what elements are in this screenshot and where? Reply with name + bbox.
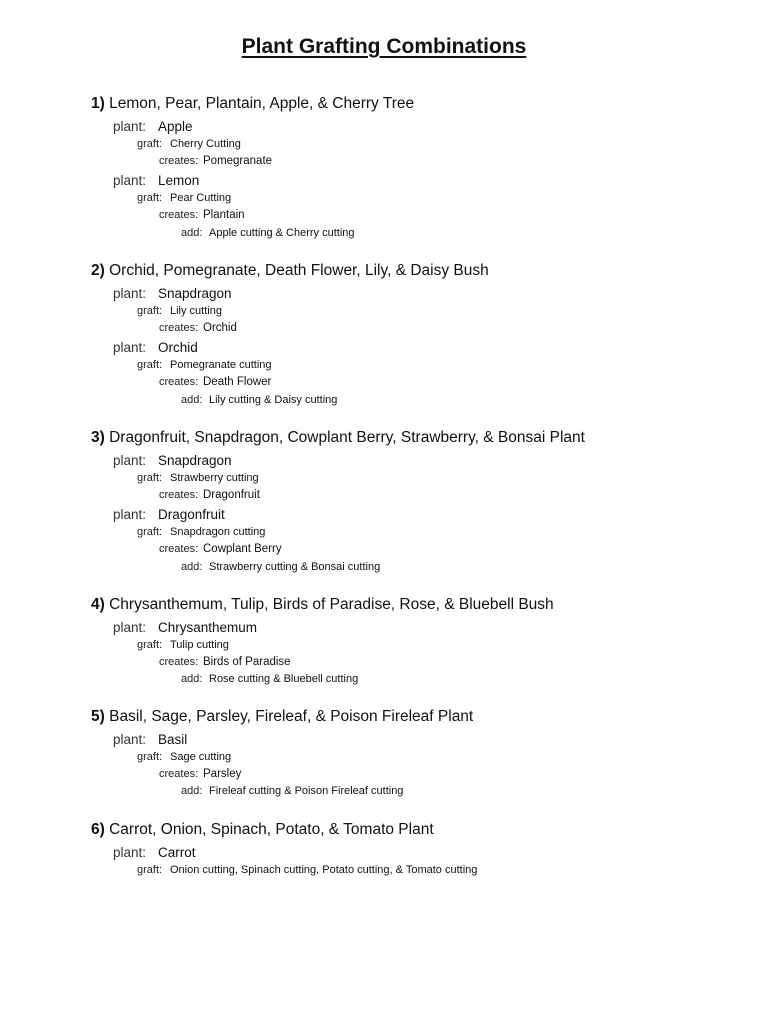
add-value: Apple cutting & Cherry cutting — [209, 227, 355, 239]
creates-label: creates: — [159, 209, 199, 221]
graft-value: Sage cutting — [170, 751, 232, 763]
creates-value: Pomegranate — [203, 155, 273, 167]
creates-label: creates: — [159, 155, 199, 167]
creates-label: creates: — [159, 376, 199, 388]
plant-label: plant: — [113, 119, 147, 134]
creates-label: creates: — [159, 768, 199, 780]
graft-value: Pear Cutting — [170, 192, 232, 204]
graft-value: Snapdragon cutting — [170, 526, 266, 538]
graft-label: graft: — [137, 472, 163, 484]
section-heading — [91, 429, 585, 447]
section-title: Basil, Sage, Parsley, Fireleaf, & Poison Fireleaf Plant — [109, 708, 474, 725]
section-number: 3) — [91, 429, 105, 446]
plant-label: plant: — [113, 340, 147, 355]
section-heading — [91, 821, 434, 839]
plant-label: plant: — [113, 845, 147, 860]
graft-label: graft: — [137, 138, 163, 150]
section-number: 1) — [91, 95, 105, 112]
section-heading — [91, 262, 489, 280]
plant-label: plant: — [113, 732, 147, 747]
add-label: add: — [181, 673, 203, 685]
creates-value: Death Flower — [203, 376, 272, 388]
add-label: add: — [181, 227, 203, 239]
creates-label: creates: — [159, 322, 199, 334]
add-label: add: — [181, 394, 203, 406]
title-text: Plant Grafting Combinations — [241, 35, 527, 58]
section-title: Dragonfruit, Snapdragon, Cowplant Berry, Strawberry, & Bonsai Plant — [109, 429, 585, 446]
section-title: Lemon, Pear, Plantain, Apple, & Cherry Tree — [109, 95, 415, 112]
plant-label: plant: — [113, 453, 147, 468]
section-heading — [91, 95, 414, 113]
creates-value: Dragonfruit — [203, 489, 260, 501]
plant-label: plant: — [113, 286, 147, 301]
plant-name: Lemon — [158, 173, 200, 188]
section-number: 5) — [91, 708, 105, 725]
creates-value: Cowplant Berry — [203, 543, 282, 555]
add-value: Fireleaf cutting & Poison Fireleaf cutting — [209, 785, 404, 797]
add-value: Lily cutting & Daisy cutting — [209, 394, 338, 406]
plant-name: Snapdragon — [158, 453, 232, 468]
section-number: 6) — [91, 821, 105, 838]
add-label: add: — [181, 785, 203, 797]
creates-label: creates: — [159, 656, 199, 668]
creates-value: Parsley — [203, 768, 242, 780]
section-title: Orchid, Pomegranate, Death Flower, Lily, & Daisy Bush — [109, 262, 489, 279]
graft-label: graft: — [137, 864, 163, 876]
plant-label: plant: — [113, 620, 147, 635]
graft-value: Cherry Cutting — [170, 138, 241, 150]
add-value: Rose cutting & Bluebell cutting — [209, 673, 359, 685]
creates-label: creates: — [159, 543, 199, 555]
graft-value: Onion cutting, Spinach cutting, Potato cutting, & Tomato cutting — [170, 864, 478, 876]
graft-label: graft: — [137, 751, 163, 763]
section-number: 2) — [91, 262, 105, 279]
graft-label: graft: — [137, 639, 163, 651]
plant-name: Orchid — [158, 340, 198, 355]
section-title: Chrysanthemum, Tulip, Birds of Paradise, Rose, & Bluebell Bush — [109, 596, 554, 613]
section-heading — [91, 596, 554, 614]
plant-name: Dragonfruit — [158, 507, 225, 522]
graft-value: Strawberry cutting — [170, 472, 259, 484]
graft-value: Lily cutting — [170, 305, 222, 317]
add-value: Strawberry cutting & Bonsai cutting — [209, 561, 381, 573]
plant-name: Chrysanthemum — [158, 620, 258, 635]
graft-label: graft: — [137, 526, 163, 538]
plant-label: plant: — [113, 507, 147, 522]
plant-name: Apple — [158, 119, 193, 134]
section-number: 4) — [91, 596, 105, 613]
creates-value: Plantain — [203, 209, 245, 221]
plant-name: Carrot — [158, 845, 196, 860]
plant-name: Basil — [158, 732, 188, 747]
graft-label: graft: — [137, 305, 163, 317]
section-title: Carrot, Onion, Spinach, Potato, & Tomato Plant — [109, 821, 434, 838]
creates-label: creates: — [159, 489, 199, 501]
document-title — [0, 35, 768, 59]
creates-value: Birds of Paradise — [203, 656, 291, 668]
graft-label: graft: — [137, 192, 163, 204]
section-heading — [91, 708, 473, 726]
graft-label: graft: — [137, 359, 163, 371]
add-label: add: — [181, 561, 203, 573]
plant-label: plant: — [113, 173, 147, 188]
graft-value: Tulip cutting — [170, 639, 229, 651]
creates-value: Orchid — [203, 322, 237, 334]
plant-name: Snapdragon — [158, 286, 232, 301]
graft-value: Pomegranate cutting — [170, 359, 272, 371]
